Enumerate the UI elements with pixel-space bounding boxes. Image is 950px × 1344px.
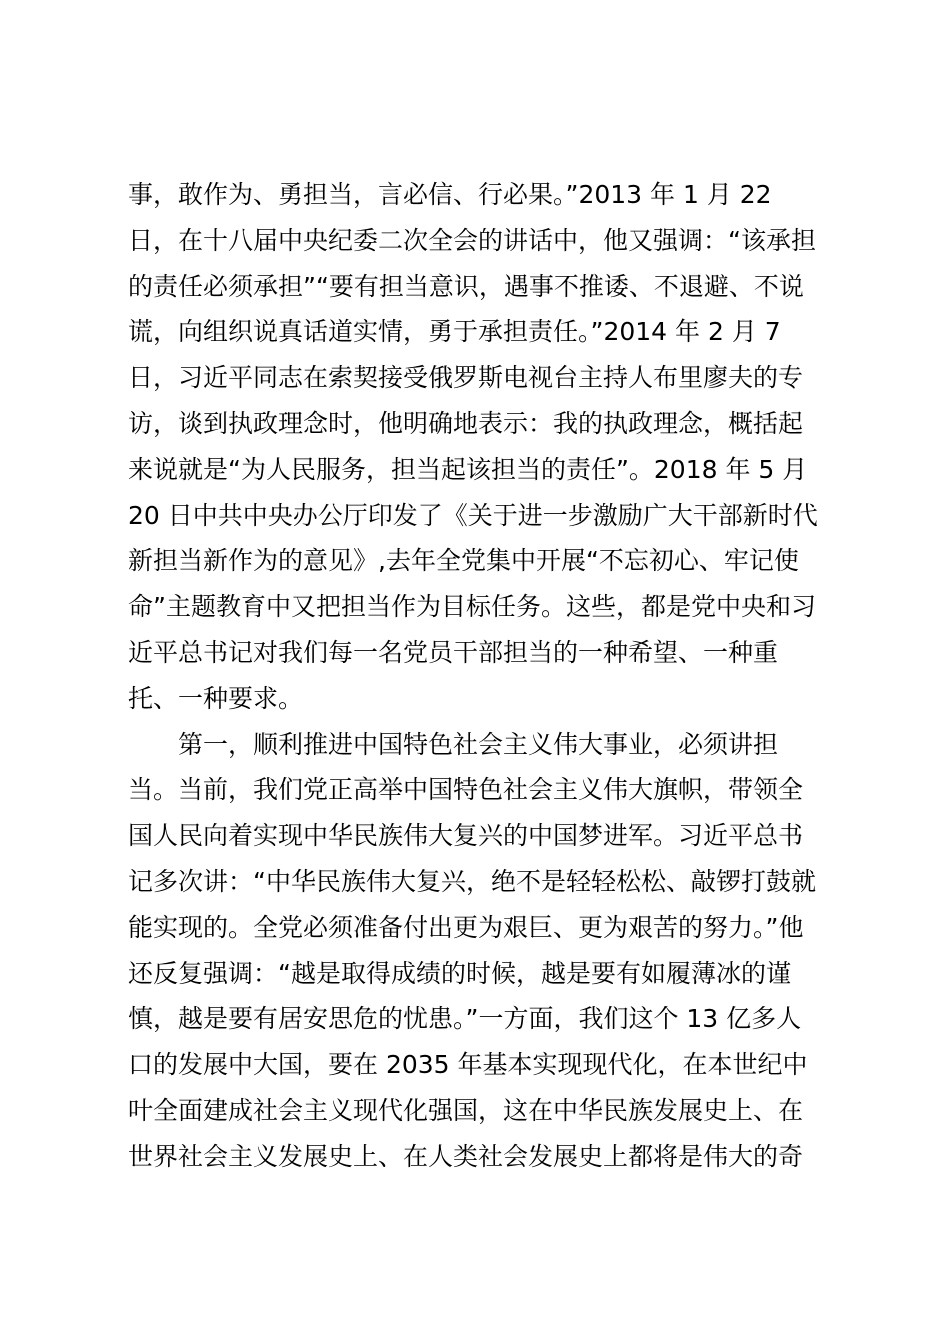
text-line: 事，敢作为、勇担当，言必信、行必果。”2013 年 1 月 22 — [128, 180, 772, 209]
text-line: 的责任必须承担”“要有担当意识，遇事不推诿、不退避、不说 — [128, 271, 804, 301]
text-line: 日，习近平同志在索契接受俄罗斯电视台主持人布里廖夫的专 — [128, 363, 804, 393]
text-line: 叶全面建成社会主义现代化强国，这在中华民族发展史上、在 — [128, 1095, 804, 1125]
text-line: 记多次讲：“中华民族伟大复兴，绝不是轻轻松松、敲锣打鼓就 — [128, 866, 816, 896]
text-line: 国人民向着实现中华民族伟大复兴的中国梦进军。习近平总书 — [128, 821, 804, 851]
text-line: 世界社会主义发展史上、在人类社会发展史上都将是伟大的奇 — [128, 1141, 804, 1171]
text-line: 来说就是“为人民服务，担当起该担当的责任”。2018 年 5 月 — [128, 454, 808, 484]
body-text — [128, 172, 838, 1180]
text-line: 20 日中共中央办公厅印发了《关于进一步激励广大干部新时代 — [128, 500, 818, 530]
text-line: 慎，越是要有居安思危的忧患。”一方面，我们这个 13 亿多人 — [128, 1004, 802, 1034]
text-line: 命”主题教育中又把担当作为目标任务。这些，都是党中央和习 — [128, 592, 816, 622]
text-line: 托、一种要求。 — [128, 683, 304, 713]
text-line: 能实现的。全党必须准备付出更为艰巨、更为艰苦的努力。”他 — [128, 912, 804, 942]
paragraph-first-line: 第一，顺利推进中国特色社会主义伟大事业，必须讲担 — [178, 729, 779, 759]
text-line: 近平总书记对我们每一名党员干部担当的一种希望、一种重 — [128, 637, 779, 667]
text-line: 日，在十八届中央纪委二次全会的讲话中，他又强调：“该承担 — [128, 225, 816, 255]
text-line: 口的发展中大国，要在 2035 年基本实现现代化，在本世纪中 — [128, 1050, 808, 1080]
text-line: 访，谈到执政理念时，他明确地表示：我的执政理念，概括起 — [128, 408, 804, 438]
text-line: 当。当前，我们党正高举中国特色社会主义伟大旗帜，带领全 — [128, 775, 804, 805]
text-line: 还反复强调：“越是取得成绩的时候，越是要有如履薄冰的谨 — [128, 958, 791, 988]
text-line: 新担当新作为的意见》,去年全党集中开展“不忘初心、牢记使 — [128, 546, 799, 576]
text-line: 谎，向组织说真话道实情，勇于承担责任。”2014 年 2 月 7 — [128, 317, 781, 347]
